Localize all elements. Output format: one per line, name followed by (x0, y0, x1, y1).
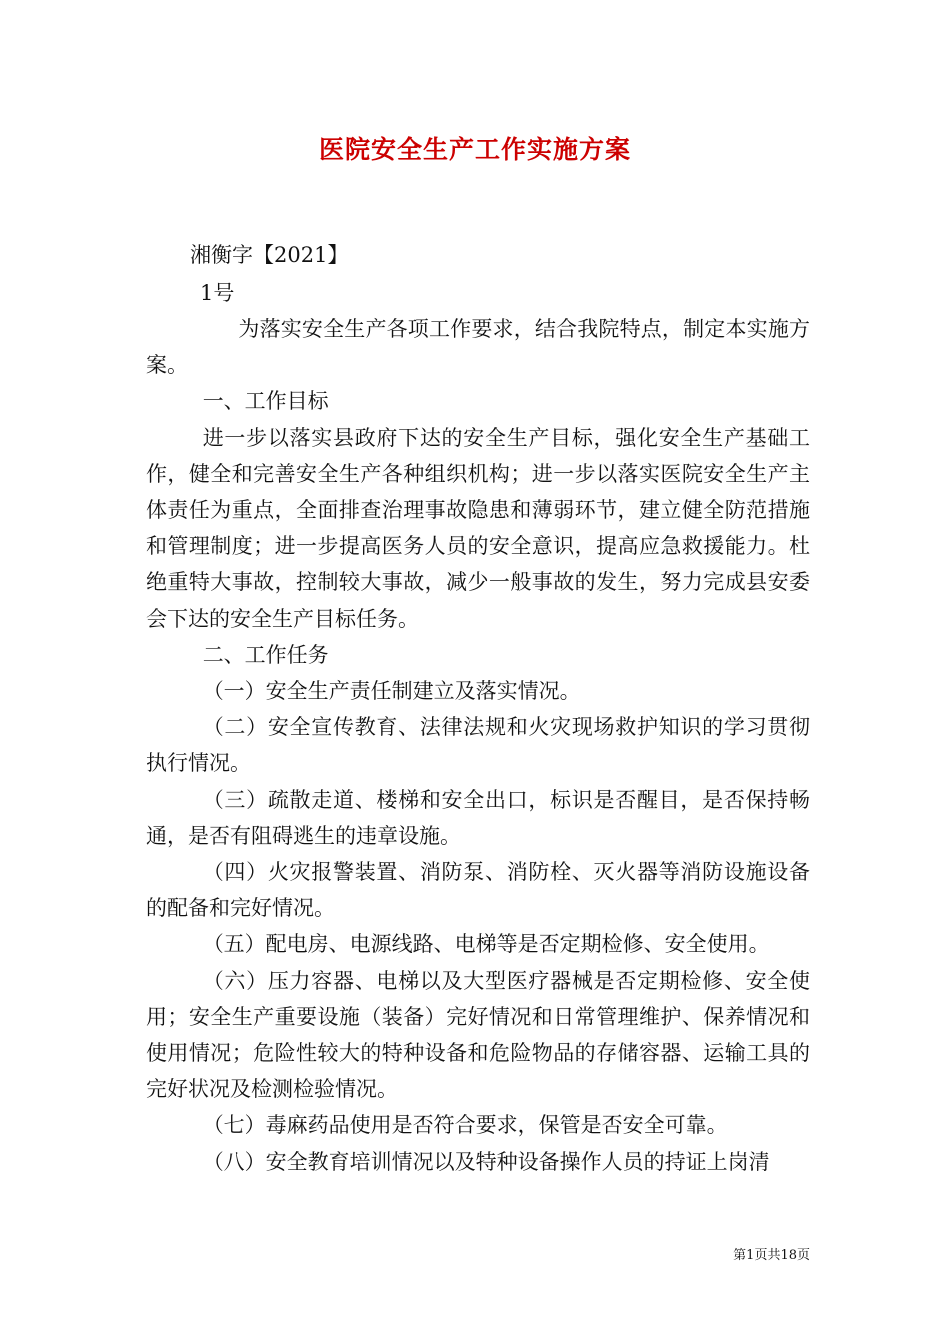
task-item-5: （五）配电房、电源线路、电梯等是否定期检修、安全使用。 (202, 932, 770, 957)
document-number-line-2: 1号 (200, 281, 235, 305)
document-title: 医院安全生产工作实施方案 (318, 135, 631, 164)
task-item-6: （六）压力容器、电梯以及大型医疗器械是否定期检修、安全使用；安全生产重要设施（装备）完好情况和日常管理维护、保养情况和使用情况；危险性较大的特种设备和危险物品的存储容器、运输工具的完好状况及检测检验情况。 (146, 968, 810, 1102)
task-item-3: （三）疏散走道、楼梯和安全出口，标识是否醒目，是否保持畅通，是否有阻碍逃生的违章设施。 (146, 787, 810, 848)
section-heading-tasks: 二、工作任务 (202, 642, 329, 667)
task-item-7: （七）毒麻药品使用是否符合要求，保管是否安全可靠。 (202, 1113, 728, 1138)
document-number-line-1: 湘衡字【2021】 (190, 243, 349, 267)
task-item-2: （二）安全宣传教育、法律法规和火灾现场救护知识的学习贯彻执行情况。 (146, 715, 810, 776)
task-item-4: （四）火灾报警装置、消防泵、消防栓、灭火器等消防设施设备的配备和完好情况。 (146, 860, 810, 921)
section-heading-goals: 一、工作目标 (202, 389, 329, 414)
goals-paragraph: 进一步以落实县政府下达的安全生产目标，强化安全生产基础工作，健全和完善安全生产各种组织机构；进一步以落实医院安全生产主体责任为重点，全面排查治理事故隐患和薄弱环节，建立健全防范措施和管理制度；进一步提高医务人员的安全意识，提高应急救援能力。杜绝重特大事故，控制较大事故，减少一般事故的发生，努力完成县安委会下达的安全生产目标任务。 (146, 425, 810, 631)
intro-paragraph: 为落实安全生产各项工作要求，结合我院特点，制定本实施方案。 (146, 317, 810, 378)
task-item-8: （八）安全教育培训情况以及特种设备操作人员的持证上岗清 (202, 1149, 770, 1174)
page-number-footer: 第1页共18页 (733, 1248, 810, 1263)
document-body (146, 311, 810, 1180)
task-item-1: （一）安全生产责任制建立及落实情况。 (202, 679, 581, 704)
